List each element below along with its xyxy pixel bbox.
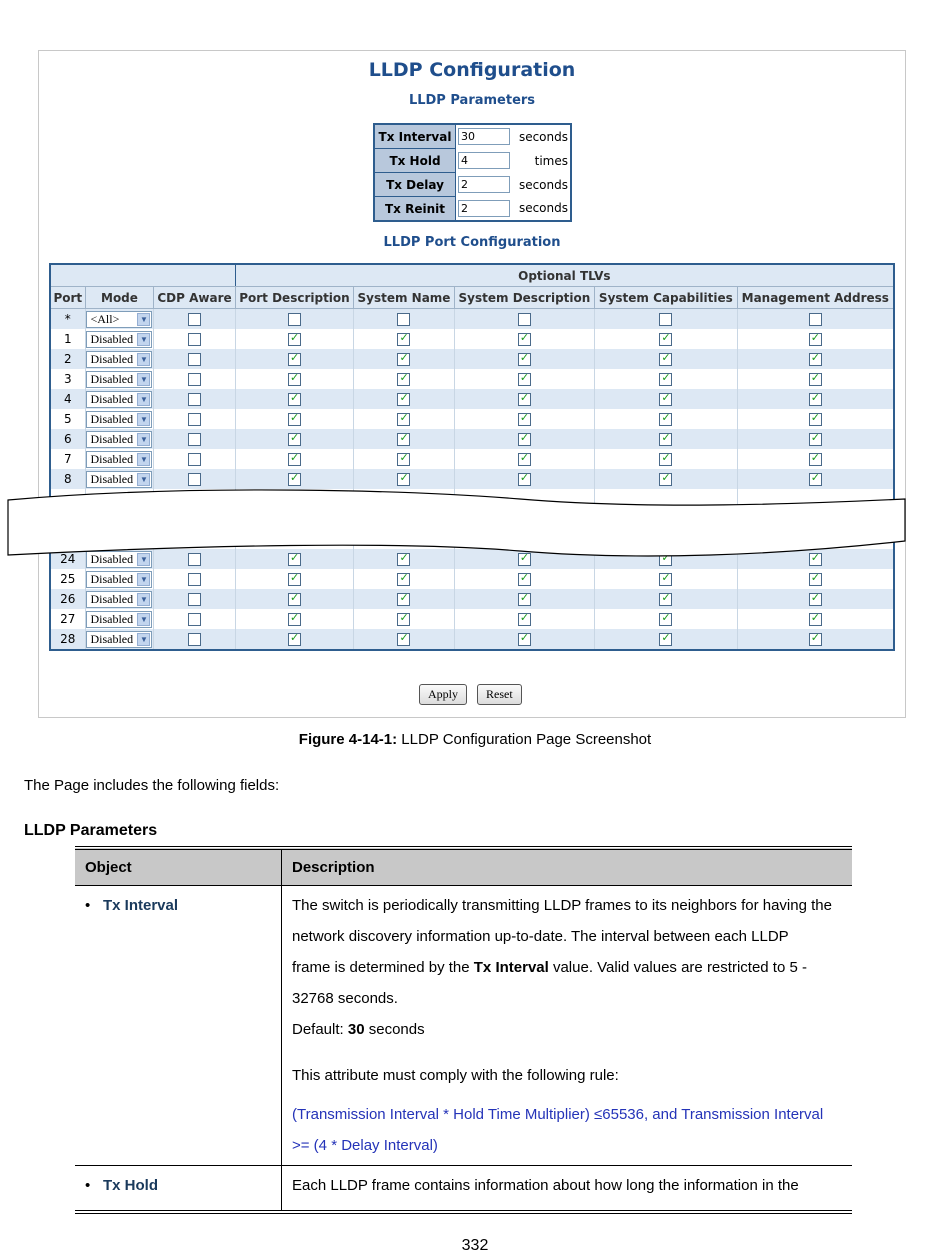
tlv-checkbox[interactable] — [288, 353, 301, 366]
tlv-checkbox[interactable] — [809, 453, 822, 466]
param-row — [374, 197, 571, 222]
port-number: 1 — [50, 329, 85, 349]
table-row — [50, 609, 894, 629]
page-number: 332 — [461, 1237, 489, 1254]
param-unit: seconds — [518, 201, 568, 216]
mode-select[interactable]: Disabled ▼ — [86, 611, 152, 628]
tx-hold-input[interactable] — [458, 152, 510, 169]
tlv-checkbox[interactable] — [288, 453, 301, 466]
table-row — [50, 589, 894, 609]
tlv-checkbox[interactable] — [188, 633, 201, 646]
tlv-checkbox[interactable] — [659, 393, 672, 406]
table-row — [50, 329, 894, 349]
tlv-checkbox[interactable] — [288, 633, 301, 646]
port-number: 26 — [50, 589, 85, 609]
table-row — [50, 349, 894, 369]
table-row: • Tx Hold Each LLDP frame contains information about how long the information in the — [75, 1166, 852, 1213]
object-header: Object — [75, 848, 282, 886]
tlv-checkbox[interactable] — [659, 633, 672, 646]
tlv-checkbox[interactable] — [397, 413, 410, 426]
tlv-checkbox[interactable] — [397, 393, 410, 406]
tlv-checkbox[interactable] — [659, 413, 672, 426]
table-row — [50, 409, 894, 429]
table-row — [50, 309, 894, 330]
port-number: 8 — [50, 469, 85, 489]
mode-select[interactable]: Disabled ▼ — [86, 451, 152, 468]
tx-reinit-input[interactable] — [458, 200, 510, 217]
col-header: Management Address — [737, 287, 894, 309]
chevron-down-icon: ▼ — [137, 453, 150, 466]
description-table — [75, 846, 852, 1214]
tlv-checkbox[interactable] — [518, 333, 531, 346]
intro-text: The Page includes the following fields: — [24, 777, 280, 794]
mode-select[interactable]: Disabled ▼ — [86, 411, 152, 428]
tlv-checkbox[interactable] — [809, 393, 822, 406]
object-name: Tx Hold — [103, 1177, 158, 1194]
tlv-checkbox[interactable] — [518, 573, 531, 586]
tlv-checkbox[interactable] — [188, 433, 201, 446]
chevron-down-icon: ▼ — [137, 353, 150, 366]
param-label: Tx Interval — [374, 124, 456, 149]
tlv-checkbox[interactable] — [288, 573, 301, 586]
param-label: Tx Delay — [374, 173, 456, 197]
chevron-down-icon: ▼ — [137, 333, 150, 346]
table-row — [50, 369, 894, 389]
tx-interval-input[interactable] — [458, 128, 510, 145]
tlv-checkbox[interactable] — [397, 333, 410, 346]
mode-select[interactable]: Disabled ▼ — [86, 431, 152, 448]
mode-select[interactable]: Disabled ▼ — [86, 351, 152, 368]
page-title: LLDP Configuration — [368, 59, 576, 81]
mode-select[interactable]: Disabled ▼ — [86, 551, 152, 568]
tlv-checkbox[interactable] — [659, 313, 672, 326]
tlv-checkbox[interactable] — [518, 633, 531, 646]
tlv-checkbox[interactable] — [397, 573, 410, 586]
table-row — [50, 389, 894, 409]
table-row — [50, 569, 894, 589]
tlv-checkbox[interactable] — [397, 613, 410, 626]
chevron-down-icon: ▼ — [137, 593, 150, 606]
tlv-checkbox[interactable] — [288, 393, 301, 406]
param-row — [374, 149, 571, 173]
tlv-checkbox[interactable] — [659, 613, 672, 626]
description-header: Description — [282, 848, 853, 886]
tlv-checkbox[interactable] — [397, 433, 410, 446]
port-number: 24 — [50, 549, 85, 569]
col-header: CDP Aware — [154, 287, 235, 309]
port-number: 27 — [50, 609, 85, 629]
param-row — [374, 124, 571, 149]
tlv-checkbox[interactable] — [288, 313, 301, 326]
mode-select[interactable]: Disabled ▼ — [86, 571, 152, 588]
tlv-checkbox[interactable] — [518, 593, 531, 606]
tlv-checkbox[interactable] — [809, 433, 822, 446]
tlv-checkbox[interactable] — [188, 333, 201, 346]
tlv-checkbox[interactable] — [809, 333, 822, 346]
param-unit: times — [534, 153, 568, 168]
mode-select[interactable]: Disabled ▼ — [86, 331, 152, 348]
tlv-checkbox[interactable] — [518, 613, 531, 626]
param-label: Tx Hold — [374, 149, 456, 173]
port-config-heading: LLDP Port Configuration — [383, 235, 561, 250]
tx-delay-input[interactable] — [458, 176, 510, 193]
figure-caption: Figure 4-14-1: LLDP Configuration Page Screenshot — [298, 731, 652, 748]
tlv-checkbox[interactable] — [809, 353, 822, 366]
mode-select[interactable]: Disabled ▼ — [86, 631, 152, 648]
tlv-checkbox[interactable] — [397, 593, 410, 606]
tlv-checkbox[interactable] — [397, 313, 410, 326]
optional-tlvs-header: Optional TLVs — [235, 264, 894, 287]
chevron-down-icon: ▼ — [137, 573, 150, 586]
tlv-checkbox[interactable] — [809, 313, 822, 326]
port-number: * — [50, 309, 85, 330]
tlv-checkbox[interactable] — [188, 453, 201, 466]
mode-select[interactable]: Disabled ▼ — [86, 471, 152, 488]
tlv-checkbox[interactable] — [518, 413, 531, 426]
tlv-checkbox[interactable] — [518, 433, 531, 446]
torn-page-break — [0, 485, 950, 565]
chevron-down-icon: ▼ — [137, 433, 150, 446]
port-number: 2 — [50, 349, 85, 369]
params-heading: LLDP Parameters — [408, 93, 536, 108]
tlv-checkbox[interactable] — [809, 633, 822, 646]
tlv-checkbox[interactable] — [809, 593, 822, 606]
col-header: System Description — [454, 287, 594, 309]
tlv-checkbox[interactable] — [397, 633, 410, 646]
tlv-checkbox[interactable] — [518, 353, 531, 366]
tlv-checkbox[interactable] — [288, 333, 301, 346]
object-name: Tx Interval — [103, 897, 179, 914]
param-row — [374, 173, 571, 197]
mode-select[interactable]: <All> ▼ — [86, 311, 152, 328]
col-header: Port — [50, 287, 85, 309]
tlv-checkbox[interactable] — [518, 313, 531, 326]
table-row: • Tx Interval The switch is periodically transmitting LLDP frames to its neighbors for having the network discovery information up-to-date. The interval between each LLDP frame is determined by the Tx Interval value. Valid values are restricted to 5 - 32768 seconds. Default: 30 seconds This attribute must comply with the following rule: (Transmission Interval * Hold Time Multiplier) ≤65536, and Transmission Interval >= (4 * Delay Interval) — [75, 886, 852, 1166]
tlv-checkbox[interactable] — [188, 313, 201, 326]
tlv-checkbox[interactable] — [288, 613, 301, 626]
tlv-checkbox[interactable] — [518, 393, 531, 406]
col-header: System Capabilities — [595, 287, 737, 309]
tlv-checkbox[interactable] — [659, 373, 672, 386]
tlv-checkbox[interactable] — [809, 613, 822, 626]
param-unit: seconds — [518, 177, 568, 192]
chevron-down-icon: ▼ — [137, 473, 150, 486]
port-number: 6 — [50, 429, 85, 449]
tlv-checkbox[interactable] — [809, 373, 822, 386]
mode-select[interactable]: Disabled ▼ — [86, 591, 152, 608]
apply-button[interactable]: Apply — [419, 684, 467, 705]
lldp-config-screenshot — [38, 50, 906, 718]
tlv-checkbox[interactable] — [659, 593, 672, 606]
tlv-checkbox[interactable] — [518, 373, 531, 386]
description-cell: Each LLDP frame contains information about how long the information in the — [292, 1177, 799, 1194]
description-cell: The switch is periodically transmitting LLDP frames to its neighbors for having the network discovery information up-to-date. The interval between each LLDP frame is determined by the Tx Interval value. Valid values are restricted to 5 - 32768 seconds. Default: 30 seconds This attribute must comply with the following rule: (Transmission Interval * Hold Time Multiplier) ≤65536, and Transmission Interval >= (4 * Delay Interval) — [282, 886, 853, 1166]
table-row — [50, 449, 894, 469]
mode-select[interactable]: Disabled ▼ — [86, 391, 152, 408]
col-header: Mode — [85, 287, 154, 309]
port-number: 5 — [50, 409, 85, 429]
chevron-down-icon: ▼ — [137, 633, 150, 646]
port-number: 7 — [50, 449, 85, 469]
port-number: 28 — [50, 629, 85, 650]
tlv-checkbox[interactable] — [288, 373, 301, 386]
mode-select[interactable]: Disabled ▼ — [86, 371, 152, 388]
table-row — [50, 629, 894, 650]
tlv-checkbox[interactable] — [188, 353, 201, 366]
tlv-checkbox[interactable] — [188, 393, 201, 406]
param-unit: seconds — [518, 129, 568, 144]
tlv-checkbox[interactable] — [188, 593, 201, 606]
chevron-down-icon: ▼ — [137, 393, 150, 406]
tlv-checkbox[interactable] — [518, 453, 531, 466]
col-header: System Name — [354, 287, 455, 309]
chevron-down-icon: ▼ — [137, 413, 150, 426]
lldp-params-table — [373, 123, 572, 222]
port-number: 25 — [50, 569, 85, 589]
tlv-checkbox[interactable] — [188, 613, 201, 626]
reset-button[interactable]: Reset — [477, 684, 522, 705]
section-heading: LLDP Parameters — [24, 822, 158, 839]
chevron-down-icon: ▼ — [137, 613, 150, 626]
tlv-checkbox[interactable] — [188, 413, 201, 426]
tlv-checkbox[interactable] — [288, 413, 301, 426]
tlv-checkbox[interactable] — [188, 373, 201, 386]
param-label: Tx Reinit — [374, 197, 456, 222]
table-row — [50, 429, 894, 449]
tlv-checkbox[interactable] — [397, 453, 410, 466]
port-number: 4 — [50, 389, 85, 409]
tlv-checkbox[interactable] — [288, 433, 301, 446]
tlv-checkbox[interactable] — [809, 573, 822, 586]
col-header: Port Description — [235, 287, 354, 309]
tlv-checkbox[interactable] — [397, 373, 410, 386]
tlv-checkbox[interactable] — [809, 413, 822, 426]
port-config-table — [49, 263, 895, 651]
chevron-down-icon: ▼ — [137, 313, 150, 326]
tlv-checkbox[interactable] — [659, 433, 672, 446]
tlv-checkbox[interactable] — [659, 573, 672, 586]
tlv-checkbox[interactable] — [659, 453, 672, 466]
tlv-checkbox[interactable] — [397, 353, 410, 366]
tlv-checkbox[interactable] — [659, 353, 672, 366]
tlv-checkbox[interactable] — [288, 593, 301, 606]
port-number: 3 — [50, 369, 85, 389]
tlv-checkbox[interactable] — [659, 333, 672, 346]
chevron-down-icon: ▼ — [137, 373, 150, 386]
tlv-checkbox[interactable] — [188, 573, 201, 586]
chevron-down-icon: ▼ — [137, 553, 150, 566]
